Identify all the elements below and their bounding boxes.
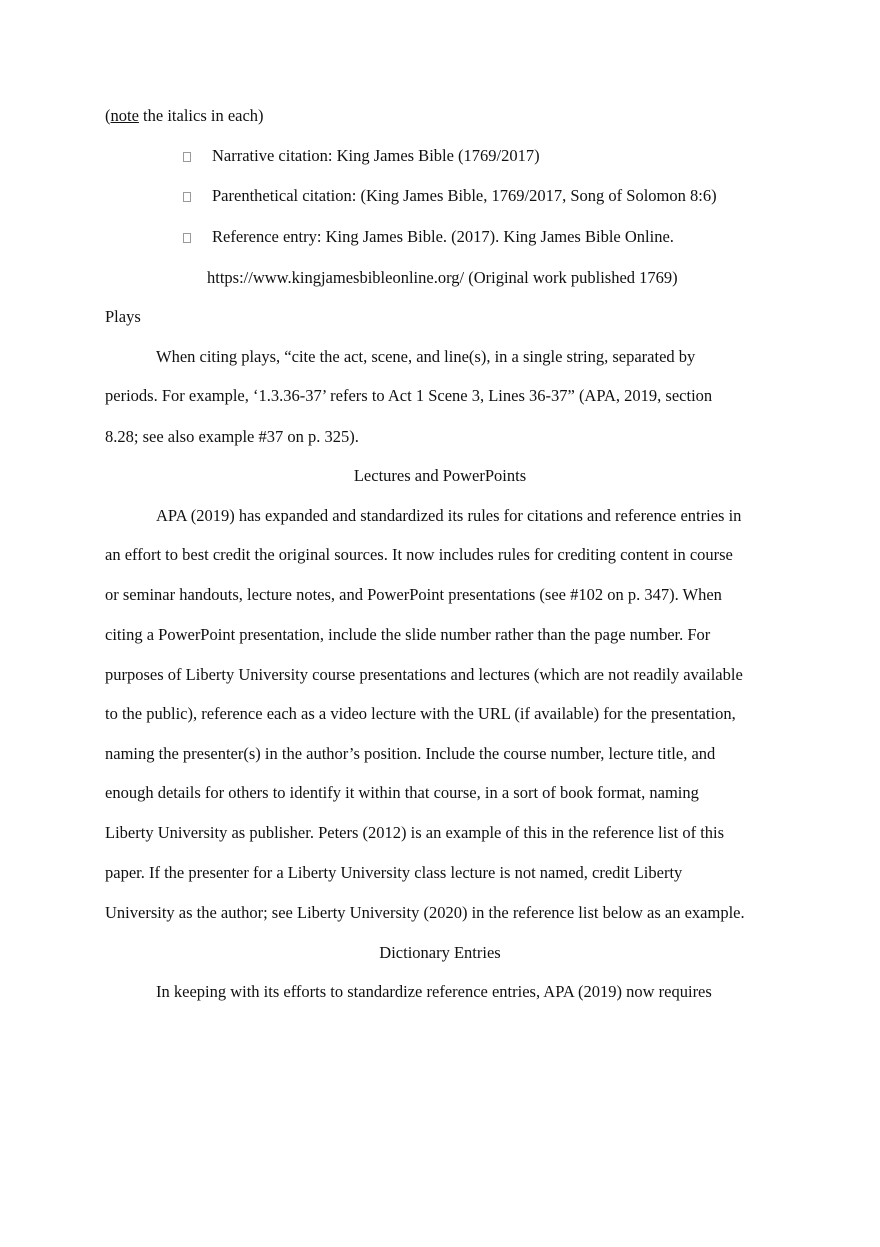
empty-box-bullet-icon [183,192,191,202]
italics-note [105,106,264,126]
note-open-paren: ( [105,106,111,125]
empty-box-bullet-icon [183,152,191,162]
lectures-heading: Lectures and PowerPoints [353,466,527,485]
lectures-line-9: Liberty University as publisher. Peters (2012) is an example of this in the reference list of this [105,823,725,842]
lectures-line-8: enough details for others to identify it within that course, in a sort of book format, naming [105,783,699,802]
empty-box-bullet-icon [183,233,191,243]
lectures-line-7: naming the presenter(s) in the author’s position. Include the course number, lecture title, and [105,744,716,763]
lectures-line-1: APA (2019) has expanded and standardized its rules for citations and reference entries in [156,506,742,525]
dictionary-heading: Dictionary Entries [379,943,501,962]
note-underlined-word: note [110,106,139,125]
lectures-line-6: to the public), reference each as a video lecture with the URL (if available) for the presentation, [105,704,736,723]
plays-line-3: 8.28; see also example #37 on p. 325). [105,427,359,446]
dictionary-line-1: In keeping with its efforts to standardize reference entries, APA (2019) now requires [156,982,712,1001]
lectures-line-10: paper. If the presenter for a Liberty University class lecture is not named, credit Liberty [105,863,683,882]
bullet-narrative-citation: Narrative citation: King James Bible (1769/2017) [212,146,540,165]
reference-entry-continuation: https://www.kingjamesbibleonline.org/ (Original work published 1769) [207,268,678,287]
plays-heading: Plays [105,307,141,326]
plays-line-2: periods. For example, ‘1.3.36-37’ refers to Act 1 Scene 3, Lines 36-37” (APA, 2019, section [105,386,713,405]
bullet-reference-entry: Reference entry: King James Bible. (2017). King James Bible Online. [212,227,674,246]
lectures-line-4: citing a PowerPoint presentation, include the slide number rather than the page number. For [105,625,711,644]
lectures-line-3: or seminar handouts, lecture notes, and PowerPoint presentations (see #102 on p. 347). When [105,585,722,604]
bullet-parenthetical-citation: Parenthetical citation: (King James Bible, 1769/2017, Song of Solomon 8:6) [212,186,717,205]
lectures-line-2: an effort to best credit the original sources. It now includes rules for crediting content in course [105,545,733,564]
note-rest: the italics in each) [138,106,264,125]
plays-line-1: When citing plays, “cite the act, scene, and line(s), in a single string, separated by [156,347,696,366]
lectures-line-11: University as the author; see Liberty University (2020) in the reference list below as an example. [105,903,745,922]
lectures-line-5: purposes of Liberty University course presentations and lectures (which are not readily available [105,665,743,684]
